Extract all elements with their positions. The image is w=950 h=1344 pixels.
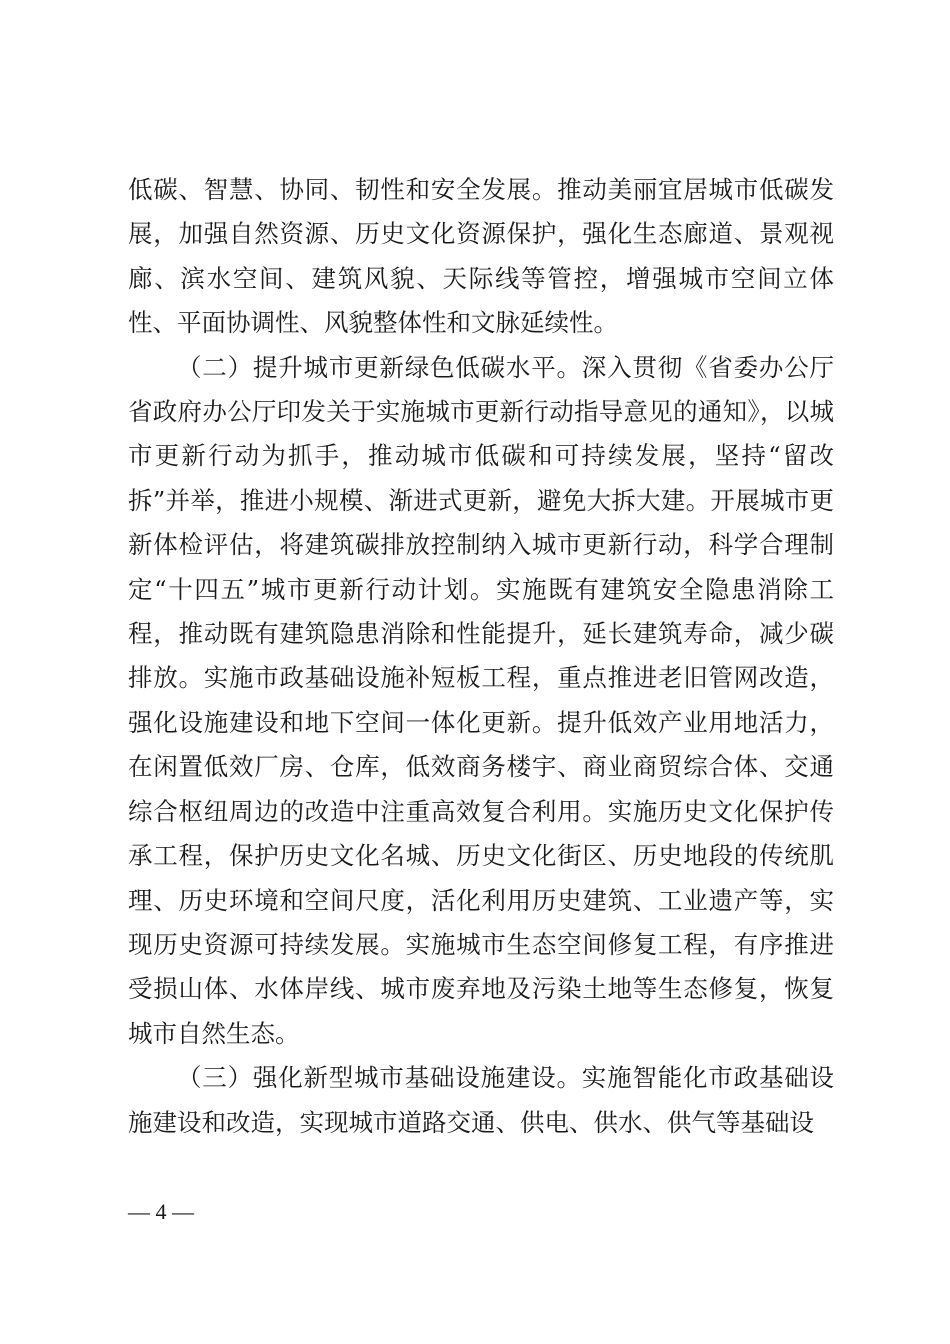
paragraph-continuation: 低碳、智慧、协同、韧性和安全发展。推动美丽宜居城市低碳发展，加强自然资源、历史文化资源保护，强化生态廊道、景观视廊、滨水空间、建筑风貌、天际线等管控，增强城市空间立体性、平面协调性、风貌整体性和文脉延续性。 (128, 175, 834, 338)
document-body (128, 168, 834, 1145)
paragraph-infrastructure: （三）强化新型城市基础设施建设。实施智能化市政基础设施建设和改造，实现城市道路交通、供电、供水、供气等基础设 (128, 1063, 834, 1137)
paragraph-urban-renewal: （二）提升城市更新绿色低碳水平。深入贯彻《省委办公厅省政府办公厅印发关于实施城市更新行动指导意见的通知》，以城市更新行动为抓手，推动城市低碳和可持续发展，坚持“留改拆”并举，推进小规模、渐进式更新，避免大拆大建。开展城市更新体检评估，将建筑碳排放控制纳入城市更新行动，科学合理制定“十四五”城市更新行动计划。实施既有建筑安全隐患消除工程，推动既有建筑隐患消除和性能提升，延长建筑寿命，减少碳排放。实施市政基础设施补短板工程，重点推进老旧管网改造，强化设施建设和地下空间一体化更新。提升低效产业用地活力，在闲置低效厂房、仓库，低效商务楼宇、商业商贸综合体、交通综合枢纽周边的改造中注重高效复合利用。实施历史文化保护传承工程，保护历史文化名城、历史文化街区、历史地段的传统肌理、历史环境和空间尺度，活化利用历史建筑、工业遗产等，实现历史资源可持续发展。实施城市生态空间修复工程，有序推进受损山体、水体岸线、城市废弃地及污染土地等生态修复，恢复城市自然生态。 (128, 352, 834, 1048)
page-number: — 4 — (128, 1199, 194, 1224)
